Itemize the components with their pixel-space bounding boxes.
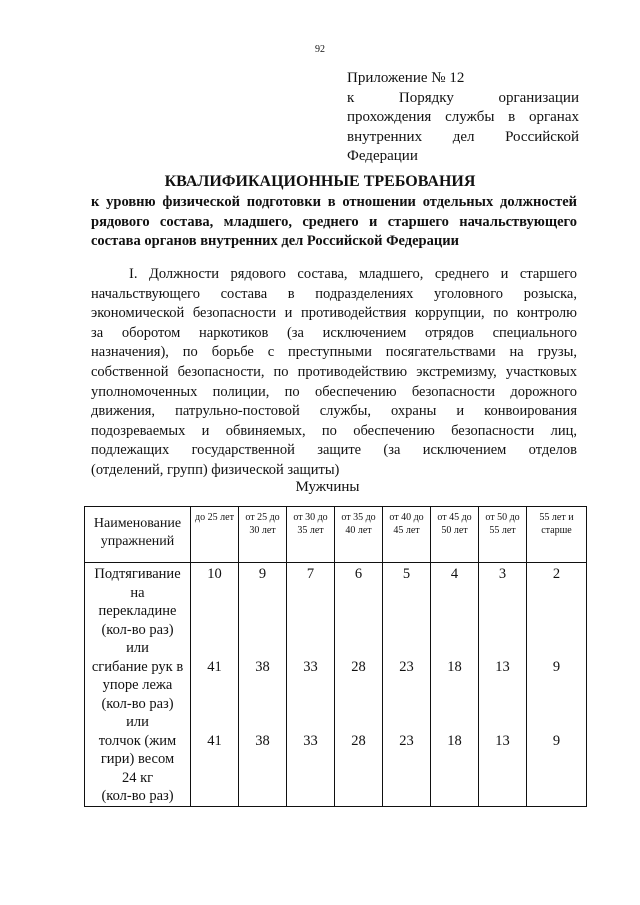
appendix-line: Федерации [347,148,418,164]
header-age-group: от 50 до 55 лет [479,507,527,563]
section-paragraph [91,265,577,481]
page-number: 92 [315,44,325,55]
header-age-group: от 40 до 45 лет [383,507,431,563]
appendix-line: к Порядку организации [347,89,579,106]
paragraph-line: экономической безопасности и противодействия коррупции, по контролю [91,305,577,322]
value-cell: 2 9 9 [527,563,587,807]
header-age-group: от 30 до 35 лет [287,507,335,563]
header-age-group: от 25 до 30 лет [239,507,287,563]
subtitle-line: рядового состава, младшего, среднего и старшего начальствующего [91,213,577,230]
header-line: Наименование [93,516,182,531]
value-cell: 5 23 23 [383,563,431,807]
appendix-line: прохождения службы в органах [347,109,579,125]
appendix-line: Приложение № 12 [347,70,465,86]
paragraph-line: движения, патрульно-постовой службы, охраны и конвоирования [91,403,577,420]
header-line: упражнений [100,534,175,549]
value-cell: 7 33 33 [287,563,335,807]
paragraph-line: подозреваемых и обвиняемых, по обеспечению безопасности лиц, [91,422,577,439]
paragraph-line: подлежащих государственной защите (за исключением отделов [91,442,577,459]
paragraph-line: уполномоченных полиции, по обеспечению безопасности дорожного [91,383,577,400]
appendix-line: внутренних дел Российской [347,128,579,145]
table-header-row [85,507,587,563]
fitness-norms-table [84,506,587,807]
value-cell: 10 41 41 [191,563,239,807]
paragraph-line: I. Должности рядового состава, младшего, среднего и старшего [129,266,577,282]
header-age-group: до 25 лет [191,507,239,563]
document-subtitle [91,193,577,252]
value-cell: 3 13 13 [479,563,527,807]
value-cell: 4 18 18 [431,563,479,807]
value-cell: 9 38 38 [239,563,287,807]
document-title: КВАЛИФИКАЦИОННЫЕ ТРЕБОВАНИЯ [164,173,476,190]
section-title-men: Мужчины [295,479,360,495]
header-age-group: от 35 до 40 лет [335,507,383,563]
header-exercise-name [85,507,191,563]
paragraph-line: (отделений, групп) физической защиты) [91,461,340,478]
subtitle-line: к уровню физической подготовки в отношении отдельных должностей [91,194,577,210]
header-age-group: 55 лет и старше [527,507,587,563]
exercise-name-cell: Подтягивание на перекладине (кол-во раз) или сгибание рук в упоре лежа (кол-во раз) или толчок (жим гири) весом 24 кг (кол-во раз) [85,563,191,807]
subtitle-line: состава органов внутренних дел Российской Федерации [91,233,459,249]
paragraph-line: назначения), по борьбе с преступными посягательствами на грузы, [91,344,577,361]
table-row [85,563,587,807]
paragraph-line: собственной безопасности, по противодействию экстремизму, участковых [91,363,577,380]
header-age-group: от 45 до 50 лет [431,507,479,563]
paragraph-line: за оборотом наркотиков (за исключением отрядов специального [91,324,577,341]
appendix-reference [347,69,579,167]
value-cell: 6 28 28 [335,563,383,807]
paragraph-line: начальствующего состава в подразделениях уголовного розыска, [91,285,577,302]
